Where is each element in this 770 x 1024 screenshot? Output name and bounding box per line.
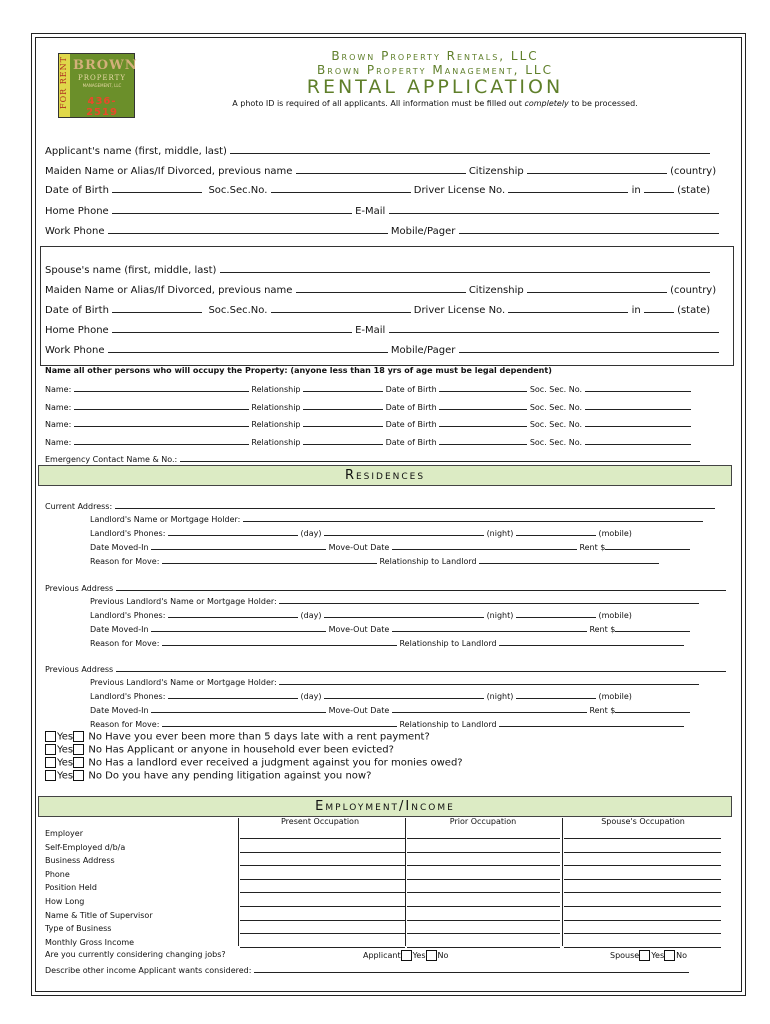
phones-label: Landlord's Phones: [90,529,166,538]
no-label: No [88,770,102,782]
spouse-citizenship-label: Citizenship [468,285,524,296]
employment-field[interactable] [407,852,560,853]
mobile-label: Mobile/Pager [390,226,456,237]
question-text: Have you ever been more than 5 days late with a rent payment? [105,731,430,743]
phones-label: Landlord's Phones: [90,692,166,701]
employment-field[interactable] [240,947,405,948]
rent-field[interactable] [615,704,690,713]
yes-label: Yes [57,744,74,756]
occupant-row [45,383,691,394]
mobile-label: (mobile) [598,529,632,538]
question-text: Do you have any pending litigation against you now? [105,770,372,782]
occupant-name-field[interactable] [74,401,249,410]
work-phone-field[interactable] [108,223,388,234]
applicant-name-row [45,143,710,157]
dob-label: Date of Birth [45,185,109,196]
spouse-work-phone-field[interactable] [108,342,388,353]
home-phone-label: Home Phone [45,206,109,217]
emergency-field[interactable] [180,453,700,462]
occupant-name-label: Name: [45,438,72,447]
note-text-end: to be processed. [568,99,638,108]
rent-field[interactable] [605,541,690,550]
previous-address-field[interactable] [116,582,726,591]
note-emphasis: completely [524,99,569,108]
company-name-2: Brown Property Management, LLC [317,63,553,77]
occupant-dob-label: Date of Birth [385,385,437,394]
employment-field[interactable] [240,865,405,866]
other-income-field[interactable] [254,964,689,973]
q1-no-checkbox[interactable] [73,731,84,742]
q4-no-checkbox[interactable] [73,770,84,781]
no-label: No [676,951,688,960]
reason-field[interactable] [162,555,377,564]
employment-banner: Employment/Income [38,796,732,817]
night-phone-field[interactable] [324,609,484,618]
relationship-landlord-label: Relationship to Landlord [399,639,497,648]
applicant-phone-row [45,203,719,217]
current-address-field[interactable] [115,500,715,509]
spouse-in-label: in [631,305,641,316]
spouse-ssn-field[interactable] [271,302,411,313]
landlord-label: Landlord's Name or Mortgage Holder: [90,515,241,524]
move-out-field[interactable] [392,623,587,632]
q2-yes-checkbox[interactable] [45,744,56,755]
relationship-landlord-field[interactable] [499,718,684,727]
occupant-row [45,401,691,412]
employment-field[interactable] [564,892,721,893]
form-title: RENTAL APPLICATION [306,76,564,98]
spouse-state-label: (state) [677,305,711,316]
employment-field[interactable] [407,906,560,907]
occupant-row [45,418,691,429]
occupant-relationship-label: Relationship [251,385,301,394]
prev-landlord-field[interactable] [279,595,699,604]
applicant-yes-checkbox[interactable] [401,950,412,961]
rent-field[interactable] [615,623,690,632]
employment-row-label: Position Held [45,883,97,892]
employment-row-label: Name & Title of Supervisor [45,911,153,920]
employment-field[interactable] [407,865,560,866]
reason-label: Reason for Move: [90,557,160,566]
citizenship-field[interactable] [527,163,667,174]
q3-no-checkbox[interactable] [73,757,84,768]
employment-row-label: Employer [45,829,83,838]
rent-label: Rent $ [589,706,616,715]
yes-label: Yes [57,757,74,769]
employment-field[interactable] [564,879,721,880]
no-label: No [88,744,102,756]
employment-field[interactable] [240,920,405,921]
employment-field[interactable] [407,947,560,948]
q3-yes-checkbox[interactable] [45,757,56,768]
yes-label: Yes [651,951,665,960]
spouse-country-label: (country) [670,285,717,296]
maiden-label: Maiden Name or Alias/If Divorced, previous name [45,166,293,177]
spouse-home-phone-label: Home Phone [45,325,109,336]
employment-field[interactable] [407,920,560,921]
occupant-ssn-field[interactable] [585,436,691,445]
applicant-name-label: Applicant's name (first, middle, last) [45,146,227,157]
question-3 [45,757,463,769]
applicant-name-field[interactable] [230,143,710,154]
spouse-mobile-field[interactable] [459,342,719,353]
prev-landlord-field[interactable] [279,676,699,685]
spouse-phone-row [45,322,719,336]
occupant-relationship-label: Relationship [251,420,301,429]
spouse-dl-field[interactable] [508,302,628,313]
citizenship-label: Citizenship [468,166,524,177]
yes-label: Yes [412,951,426,960]
occupant-dob-label: Date of Birth [385,420,437,429]
day-label: (day) [300,529,322,538]
night-label: (night) [486,692,514,701]
prev-phones-row [90,690,632,701]
employment-field[interactable] [564,838,721,839]
day-label: (day) [300,692,322,701]
spouse-label: Spouse [610,951,640,960]
occupant-ssn-label: Soc. Sec. No. [529,438,583,447]
occupant-name-field[interactable] [74,383,249,392]
company-name-1: Brown Property Rentals, LLC [331,49,539,63]
spouse-changing [610,950,687,961]
moved-in-field[interactable] [151,704,326,713]
email-field[interactable] [389,203,719,214]
applicant-work-row [45,223,719,237]
occupant-dob-field[interactable] [439,383,527,392]
prev-landlord-label: Previous Landlord's Name or Mortgage Holder: [90,678,277,687]
employment-field[interactable] [407,933,560,934]
occupant-ssn-field[interactable] [585,383,691,392]
occupant-dob-label: Date of Birth [385,403,437,412]
rent-label: Rent $ [579,543,606,552]
employment-field[interactable] [407,879,560,880]
moved-in-label: Date Moved-In [90,706,149,715]
employment-row-label: Business Address [45,856,115,865]
spouse-email-field[interactable] [389,322,719,333]
occupant-relationship-field[interactable] [303,383,383,392]
country-label: (country) [670,166,717,177]
employment-row-label: Monthly Gross Income [45,938,135,947]
previous-address-row [45,663,726,674]
occupant-ssn-field[interactable] [585,418,691,427]
spouse-dl-label: Driver License No. [413,305,506,316]
rent-label: Rent $ [589,625,616,634]
prev-dates-row [90,704,690,715]
move-out-label: Move-Out Date [328,625,390,634]
landlord-phones-row [90,527,632,538]
previous-address-field[interactable] [116,663,726,672]
other-income-row [45,964,689,975]
reason-row [90,555,659,566]
column-divider [562,818,563,946]
prev-phones-row [90,609,632,620]
spouse-mobile-label: Mobile/Pager [390,345,456,356]
landlord-field[interactable] [243,513,703,522]
moved-in-field[interactable] [151,623,326,632]
applicant-changing [363,950,448,961]
spouse-yes-checkbox[interactable] [639,950,650,961]
night-phone-field[interactable] [324,527,484,536]
moved-in-field[interactable] [151,541,326,550]
residences-banner: Residences [38,465,732,486]
present-occupation-header: Present Occupation [280,817,360,826]
employment-row-label: How Long [45,897,85,906]
move-out-label: Move-Out Date [328,543,390,552]
employment-field[interactable] [564,852,721,853]
dates-row [90,541,690,552]
night-label: (night) [486,529,514,538]
spouse-name-label: Spouse's name (first, middle, last) [45,265,217,276]
applicant-dob-row [45,182,710,196]
applicant-label: Applicant [363,951,401,960]
mobile-phone-field[interactable] [516,527,596,536]
night-label: (night) [486,611,514,620]
dl-field[interactable] [508,182,628,193]
changing-jobs-row [45,950,226,959]
current-address-row [45,500,715,511]
company-logo [58,53,138,118]
spouse-work-row [45,342,719,356]
occupant-name-label: Name: [45,420,72,429]
previous-address-label: Previous Address [45,584,114,593]
dl-state-field[interactable] [644,182,674,193]
question-2 [45,744,394,756]
work-phone-label: Work Phone [45,226,105,237]
spouse-name-field[interactable] [220,262,710,273]
mobile-phone-field[interactable] [516,690,596,699]
q2-no-checkbox[interactable] [73,744,84,755]
logo-brown-text: BROWN [73,58,138,73]
state-label: (state) [677,185,711,196]
yes-label: Yes [57,770,74,782]
occupant-name-label: Name: [45,403,72,412]
form-note [160,99,710,108]
occupant-dob-field[interactable] [439,436,527,445]
day-phone-field[interactable] [168,609,298,618]
employment-field[interactable] [240,879,405,880]
employment-field[interactable] [240,906,405,907]
maiden-field[interactable] [296,163,466,174]
mobile-field[interactable] [459,223,719,234]
other-income-label: Describe other income Applicant wants considered: [45,966,252,975]
applicant-no-checkbox[interactable] [426,950,437,961]
prev-landlord-row [90,595,699,606]
prev-landlord-row [90,676,699,687]
previous-address-row [45,582,726,593]
move-out-field[interactable] [392,541,577,550]
spouse-email-label: E-Mail [355,325,386,336]
spouse-occupation-header: Spouse's Occupation [601,817,685,826]
spouse-maiden-field[interactable] [296,282,466,293]
occupants-heading: Name all other persons who will occupy the Property: (anyone less than 18 yrs of age must be legal dependent) [45,366,552,375]
day-phone-field[interactable] [168,527,298,536]
employment-field[interactable] [564,947,721,948]
relationship-landlord-field[interactable] [479,555,659,564]
relationship-landlord-label: Relationship to Landlord [379,557,477,566]
spouse-home-phone-field[interactable] [112,322,352,333]
spouse-no-checkbox[interactable] [664,950,675,961]
move-out-field[interactable] [392,704,587,713]
relationship-landlord-label: Relationship to Landlord [399,720,497,729]
spouse-maiden-label: Maiden Name or Alias/If Divorced, previous name [45,285,293,296]
emergency-row [45,453,700,464]
spouse-name-row [45,262,710,276]
column-divider [405,818,406,946]
question-4 [45,770,371,782]
mobile-label: (mobile) [598,611,632,620]
prior-occupation-header: Prior Occupation [449,817,517,826]
no-label: No [88,731,102,743]
ssn-field[interactable] [271,182,411,193]
landlord-row [90,513,703,524]
moved-in-label: Date Moved-In [90,625,149,634]
night-phone-field[interactable] [324,690,484,699]
employment-field[interactable] [564,933,721,934]
previous-address-label: Previous Address [45,665,114,674]
current-address-label: Current Address: [45,502,113,511]
logo-property-text: PROPERTY [78,74,126,82]
prev-reason-row [90,637,684,648]
in-label: in [631,185,641,196]
relationship-landlord-field[interactable] [499,637,684,646]
moved-in-label: Date Moved-In [90,543,149,552]
dl-label: Driver License No. [413,185,506,196]
employment-field[interactable] [407,838,560,839]
ssn-label: Soc.Sec.No. [208,185,268,196]
employment-row-label: Type of Business [45,924,112,933]
employment-field[interactable] [240,933,405,934]
prev-reason-row [90,718,684,729]
reason-label: Reason for Move: [90,639,160,648]
occupant-dob-field[interactable] [439,418,527,427]
question-1 [45,731,430,743]
employment-field[interactable] [407,892,560,893]
occupant-ssn-label: Soc. Sec. No. [529,403,583,412]
employment-row-label: Self-Employed d/b/a [45,843,126,852]
employment-field[interactable] [564,906,721,907]
email-label: E-Mail [355,206,386,217]
employment-field[interactable] [240,838,405,839]
employment-field[interactable] [240,852,405,853]
occupant-row [45,436,691,447]
day-phone-field[interactable] [168,690,298,699]
spouse-citizenship-field[interactable] [527,282,667,293]
emergency-label: Emergency Contact Name & No.: [45,455,178,464]
question-text: Has a landlord ever received a judgment against you for monies owed? [105,757,463,769]
occupant-ssn-label: Soc. Sec. No. [529,385,583,394]
employment-row-label: Phone [45,870,70,879]
occupant-name-field[interactable] [74,436,249,445]
employment-field[interactable] [564,920,721,921]
no-label: No [88,757,102,769]
occupant-relationship-field[interactable] [303,436,383,445]
spouse-ssn-label: Soc.Sec.No. [208,305,268,316]
spouse-work-phone-label: Work Phone [45,345,105,356]
q1-yes-checkbox[interactable] [45,731,56,742]
q4-yes-checkbox[interactable] [45,770,56,781]
occupant-relationship-field[interactable] [303,401,383,410]
spouse-dob-label: Date of Birth [45,305,109,316]
yes-label: Yes [57,731,74,743]
occupant-ssn-label: Soc. Sec. No. [529,420,583,429]
reason-field[interactable] [162,637,397,646]
occupant-name-label: Name: [45,385,72,394]
changing-jobs-label: Are you currently considering changing jobs? [45,950,226,959]
applicant-maiden-row [45,163,716,177]
move-out-label: Move-Out Date [328,706,390,715]
question-text: Has Applicant or anyone in household ever been evicted? [105,744,394,756]
spouse-dob-row [45,302,710,316]
column-divider [238,818,239,946]
occupant-name-field[interactable] [74,418,249,427]
employment-field[interactable] [564,865,721,866]
occupant-relationship-label: Relationship [251,438,301,447]
logo-for-rent-text: FOR RENT [58,56,68,109]
occupant-relationship-field[interactable] [303,418,383,427]
phones-label: Landlord's Phones: [90,611,166,620]
logo-phone: 436-2519 [86,96,118,118]
note-text: A photo ID is required of all applicants. All information must be filled out [232,99,525,108]
occupant-dob-field[interactable] [439,401,527,410]
no-label: No [437,951,449,960]
reason-field[interactable] [162,718,397,727]
home-phone-field[interactable] [112,203,352,214]
spouse-dob-field[interactable] [112,302,202,313]
spouse-dl-state-field[interactable] [644,302,674,313]
occupant-dob-label: Date of Birth [385,438,437,447]
dob-field[interactable] [112,182,202,193]
occupant-ssn-field[interactable] [585,401,691,410]
mobile-label: (mobile) [598,692,632,701]
day-label: (day) [300,611,322,620]
mobile-phone-field[interactable] [516,609,596,618]
prev-dates-row [90,623,690,634]
reason-label: Reason for Move: [90,720,160,729]
employment-field[interactable] [240,892,405,893]
spouse-maiden-row [45,282,716,296]
logo-management-text: MANAGEMENT, LLC [82,83,122,88]
prev-landlord-label: Previous Landlord's Name or Mortgage Holder: [90,597,277,606]
occupant-relationship-label: Relationship [251,403,301,412]
